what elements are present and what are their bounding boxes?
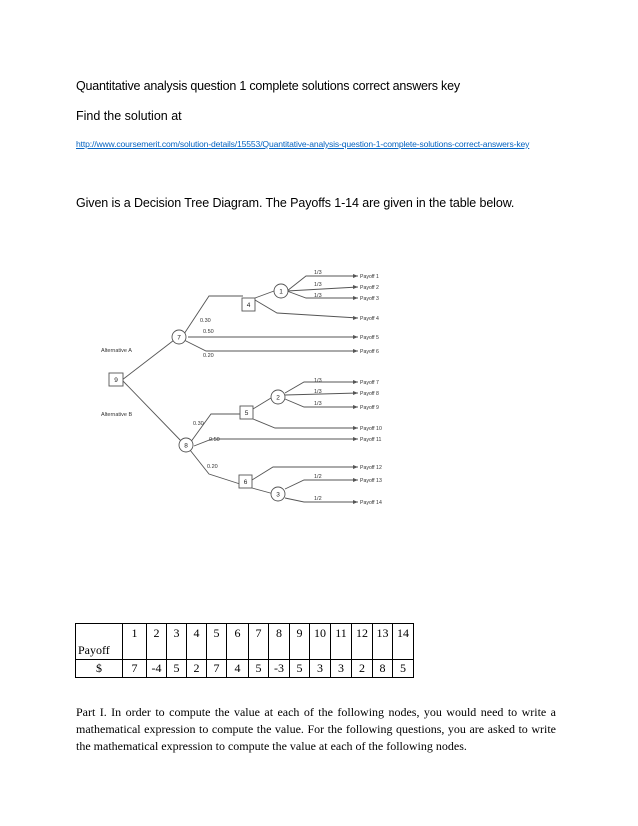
decision-tree-diagram [96,262,396,522]
table-cell: 5 [290,660,310,678]
table-cell: 4 [227,660,249,678]
given-text: Given is a Decision Tree Diagram. The Payoffs 1-14 are given in the table below. [76,196,515,210]
payoff-label: Payoff 10 [360,426,382,432]
payoff-label: Payoff 13 [360,478,382,484]
table-cell: 5 [249,660,269,678]
prob-label: 1/3 [314,282,322,288]
node-label-1: 1 [279,288,283,296]
payoff-label: Payoff 1 [360,274,379,280]
table-cell: 8 [269,624,290,660]
prob-label: 1/3 [314,401,322,407]
table-cell: 12 [352,624,373,660]
branch-alt-a [122,337,178,380]
table-cell: 3 [331,660,352,678]
prob-label: 1/3 [314,293,322,299]
table-cell: 13 [373,624,393,660]
payoff-label: Payoff 7 [360,380,379,386]
table-cell: 2 [147,624,167,660]
node-label-5: 5 [244,410,249,417]
find-solution-text: Find the solution at [76,109,182,123]
table-row [76,660,414,678]
table-cell: 2 [352,660,373,678]
payoff-label: Payoff 4 [360,316,379,322]
payoff-label: Payoff 8 [360,391,379,397]
table-row-label: Payoff [76,624,123,660]
prob-label: 0.20 [207,464,218,470]
prob-label: 1/3 [314,378,322,384]
table-cell: 2 [187,660,207,678]
prob-label: 0.50 [209,437,220,443]
prob-label: 1/2 [314,496,322,502]
payoff-label: Payoff 3 [360,296,379,302]
payoff-label: Payoff 9 [360,405,379,411]
payoff-label: Payoff 11 [360,437,382,443]
alternative-b-label: Alternative B [101,412,133,418]
node-label-8: 8 [184,442,188,450]
payoff-label: Payoff 12 [360,465,382,471]
node-label-2: 2 [276,394,280,402]
payoff-label: Payoff 5 [360,335,379,341]
table-cell: 3 [167,624,187,660]
table-cell: 5 [167,660,187,678]
table-cell: 3 [310,660,331,678]
node-label-9: 9 [114,377,118,384]
table-cell: 6 [227,624,249,660]
prob-label: 1/2 [314,474,322,480]
table-cell: 7 [249,624,269,660]
prob-label: 0.30 [193,421,204,427]
node-label-3: 3 [276,491,280,499]
table-cell: 7 [207,660,227,678]
table-cell: 8 [373,660,393,678]
prob-label: 0.20 [203,353,214,359]
table-cell: 4 [187,624,207,660]
table-cell: -3 [269,660,290,678]
table-row [76,624,414,660]
table-cell: 5 [393,660,414,678]
prob-label: 1/3 [314,270,322,276]
node-label-4: 4 [246,302,251,309]
payoff-table [75,623,414,678]
table-cell: 1 [123,624,147,660]
prob-label: 0.30 [200,318,211,324]
payoff-label: Payoff 14 [360,500,382,506]
node-label-6: 6 [243,479,248,486]
table-cell: 10 [310,624,331,660]
document-heading: Quantitative analysis question 1 complete solutions correct answers key [76,79,460,93]
table-row-label: $ [76,660,123,678]
table-cell: 11 [331,624,352,660]
table-cell: 14 [393,624,414,660]
solution-link[interactable]: http://www.coursemerit.com/solution-details/15553/Quantitative-analysis-question-1-complete-solutions-correct-answers-key [76,139,530,149]
payoff-label: Payoff 6 [360,349,379,355]
table-cell: -4 [147,660,167,678]
node-label-7: 7 [177,334,181,342]
prob-label: 0.50 [203,329,214,335]
prob-label: 1/3 [314,389,322,395]
table-cell: 9 [290,624,310,660]
payoff-label: Payoff 2 [360,285,379,291]
part-one-paragraph: Part I. In order to compute the value at each of the following nodes, you would need to write a mathematical expression to compute the value. For the following questions, you are asked to write the mathematical expression to compute the value at each of the following nodes. [76,705,556,753]
alternative-a-label: Alternative A [101,348,132,354]
table-cell: 7 [123,660,147,678]
table-cell: 5 [207,624,227,660]
